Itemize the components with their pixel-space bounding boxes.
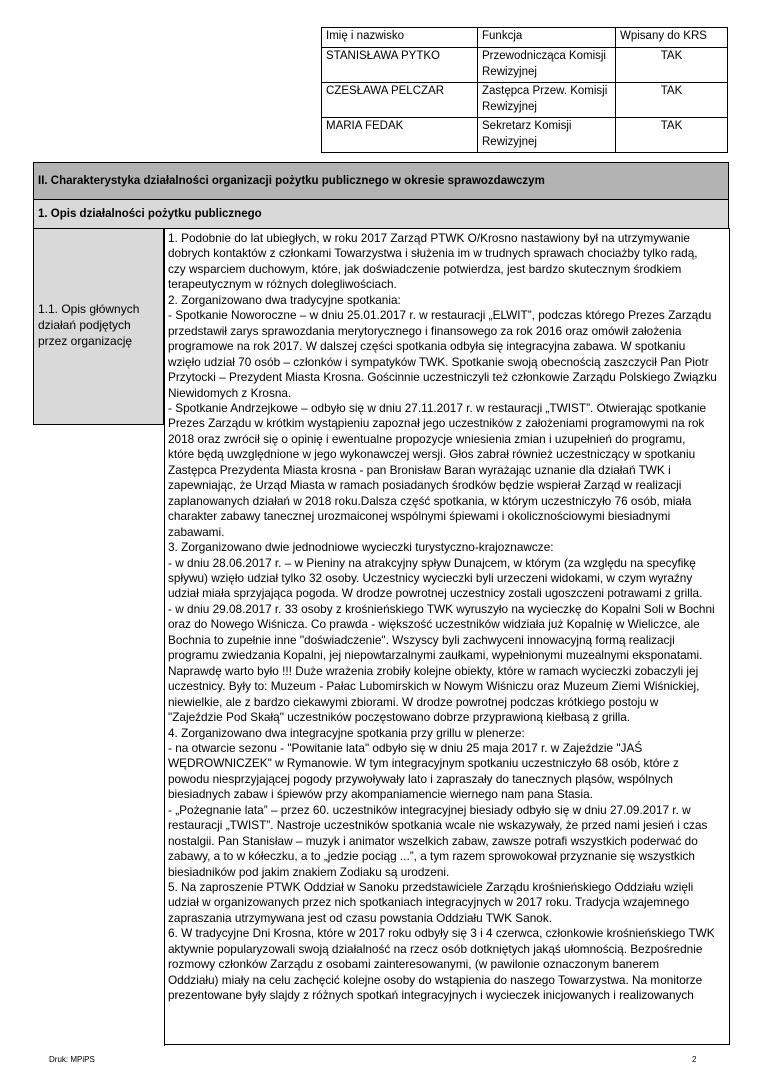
body-text-line: przedstawił zarys sprawozdania merytorycznego i finansowego za rok 2016 oraz omówił założenia (168, 323, 682, 338)
krs-status: TAK (616, 48, 728, 83)
row-label-line: przez organizację (38, 334, 133, 348)
activity-description (168, 231, 730, 1004)
body-text-line: zabawami. (168, 524, 225, 539)
body-text-line: rozmowy członków Zarządu z osobami zainteresowanymi, (w pawilonie oznaczonym banerem (168, 957, 660, 972)
body-text-line: dobrych kontaktów z członkami Towarzystwa i służenia im w trudnych sprawach chociażby tylko radą, (168, 246, 698, 261)
body-text-line: czy wsparciem duchowym, które, jak doświadczenie potwierdza, jest bardzo skutecznym środkiem (168, 261, 682, 276)
body-text-line: - w dniu 28.06.2017 r. – w Pieniny na atrakcyjny spływ Dunajcem, w którym (za względu na specyfikę (168, 555, 696, 570)
body-text-line: udział miała sprzyjająca pogoda. W drodze powrotnej uczestnicy zostali ugoszczeni potrawami z grilla. (168, 586, 703, 601)
body-text-line: terapeutycznym w różnych dolegliwościach. (168, 277, 397, 292)
body-text-line: programowe na rok 2017. W dalszej części spotkania odbyła się integracyjna zabawa. W spotkaniu (168, 339, 686, 354)
body-text-line: - w dniu 29.08.2017 r. 33 osoby z krośnieńskiego TWK wyruszyło na wycieczkę do Kopalni Soli w Bochni (168, 601, 715, 616)
body-text-line: zaplanowanych działań w 2018 roku.Dalsza część spotkania, w którym uczestniczyło 76 osób, miała (168, 493, 692, 508)
body-text-line: udział w organizowanych przez nich spotkaniach integracyjnych w 2017 roku. Tradycja wzajemnego (168, 895, 690, 910)
row-label-cell (33, 228, 164, 425)
body-text-line: niewielkie, ale z bardzo ciekawymi zbiorami. W drodze powrotnej podczas krótkiego postoju w (168, 694, 659, 709)
subsection-heading: 1. Opis działalności pożytku publicznego (33, 199, 729, 229)
body-text-line: programu zwiedzania Kopalni, jej niepowtarzalnymi zaułkami, wypełnionymi muzealnymi eksponatami. (168, 648, 703, 663)
body-text-line: 2. Zorganizowano dwa tradycyjne spotkania: (168, 292, 401, 307)
body-text-line: zapewniając, że Urząd Miasta w ramach posiadanych środków będzie wspierał Zarząd w realizacji (168, 478, 682, 493)
column-header: Funkcja (478, 28, 616, 48)
body-text-line: 2018 oraz zwrócił się o opinię i ewentualne propozycje wniesienia zmian i uzupełnień do programu, (168, 431, 686, 446)
body-text-line: Niewidomych z Krosna. (168, 385, 292, 400)
body-text-line: "Zajeździe Pod Skałą" uczestników poczęstowano dobrze przyprawioną kiełbasą z grilla. (168, 710, 631, 725)
body-text-line: Zastępca Prezydenta Miasta krosna - pan Bronisław Baran wyrażając uznanie dla działań TWK i (168, 462, 671, 477)
member-name: MARIA FEDAK (322, 118, 478, 153)
body-text-line: restauracji „TWIST”. Nastroje uczestników spotkania wcale nie wskazywały, że przed nami jesień i czas (168, 818, 708, 833)
body-text-line: 3. Zorganizowano dwie jednodniowe wycieczki turystyczno-krajoznawcze: (168, 540, 554, 555)
body-text-line: WĘDROWNICZEK" w Rymanowie. W tym integracyjnym spotkaniu uczestniczyło 68 osób, które z (168, 756, 679, 771)
table-row (322, 83, 728, 118)
body-text-line: Przytocki – Prezydent Miasta Krosna. Gościnnie uczestniczyli też członkowie Zarządu Polskiego Związku (168, 370, 717, 385)
column-header: Wpisany do KRS (616, 28, 728, 48)
body-text-line: - Spotkanie Andrzejkowe – odbyło się w dniu 27.11.2017 r. w restauracji „TWIST”. Otwierając spotkanie (168, 400, 707, 415)
body-text-line: - na otwarcie sezonu - "Powitanie lata" odbyło się w dniu 25 maja 2017 r. w Zajeździe "JAŚ (168, 740, 643, 755)
body-text-line: prezentowane były slajdy z różnych spotkań integracyjnych i wycieczek inicjowanych i realizowanych (168, 988, 694, 1003)
member-name: STANISŁAWA PYTKO (322, 48, 478, 83)
body-text-line: aktywnie popularyzowali swoją działalność na rzecz osób dotkniętych jakąś ułomnością. Bezpośrednie (168, 941, 703, 956)
table-row (322, 118, 728, 153)
body-text-line: spływu) wzięło udział tylko 32 osoby. Uczestnicy wycieczki byli urzeczeni widokami, w czym wyraźny (168, 570, 693, 585)
member-name: CZESŁAWA PELCZAR (322, 83, 478, 118)
page-number: 2 (692, 1055, 697, 1064)
body-text-line: 1. Podobnie do lat ubiegłych, w roku 2017 Zarząd PTWK O/Krosno nastawiony był na utrzymywanie (168, 231, 690, 245)
column-header: Imię i nazwisko (322, 28, 478, 48)
krs-status: TAK (616, 83, 728, 118)
body-text-line: Prezes Zarządu w krótkim wystąpieniu zapoznał jego uczestników z założeniami programowymi na rok (168, 416, 705, 431)
body-text-line: biesiadnych zabaw i śpiewów przy akompaniamencie wiernego nam pana Stasia. (168, 787, 593, 802)
krs-status: TAK (616, 118, 728, 153)
row-label-line: 1.1. Opis głównych (38, 302, 140, 316)
body-text-line: 5. Na zaproszenie PTWK Oddział w Sanoku przedstawiciele Zarządu krośnieńskiego Oddziału wzięli (168, 880, 694, 895)
body-text-line: 4. Zorganizowano dwa integracyjne spotkania przy grillu w plenerze: (168, 725, 525, 740)
body-text-line: - Spotkanie Noworoczne – w dniu 25.01.2017 r. w restauracji „ELWIT”, podczas którego Prezes Zarządu (168, 308, 712, 323)
member-function: Sekretarz Komisji Rewizyjnej (478, 118, 616, 153)
body-text-line: zapraszania utrzymywana jest od czasu powstania Oddziału TWK Sanok. (168, 910, 553, 925)
member-function: Zastępca Przew. Komisji Rewizyjnej (478, 83, 616, 118)
table-border-bottom (164, 1044, 730, 1045)
member-function: Przewodnicząca Komisji Rewizyjnej (478, 48, 616, 83)
body-text-line: zabawy, a to w kółeczku, a to „jedzie pociąg ...”, a tym razem sprowokował przyznanie się wszystkich (168, 849, 695, 864)
body-text-line: uczestnicy. Były to: Muzeum - Pałac Lubomirskich w Nowym Wiśniczu oraz Muzeum Ziemi Wiśnickiej, (168, 679, 700, 694)
row-label-line: działań podjętych (38, 318, 131, 332)
table-header-row (322, 28, 728, 48)
footer-print-label: Druk: MPiPS (49, 1055, 95, 1064)
body-text-line: 6. W tradycyjne Dni Krosna, które w 2017 roku odbyły się 3 i 4 czerwca, członkowie krośnieńskiego TWK (168, 926, 715, 941)
body-text-line: biesiadników pod jakim znakiem Zodiaku są urodzeni. (168, 864, 450, 879)
body-text-line: Bochnia to zupełnie inne "doświadczenie". Wszyscy byli zachwyceni innowacyjną formą realizacji (168, 632, 675, 647)
body-text-line: które będą uwzględnione w jego wykonawczej wersji. Głos zabrał również uczestniczący w spotkaniu (168, 447, 696, 462)
krs-members-table (321, 27, 728, 153)
body-text-line: oraz do Nowego Wiśnicza. Co prawda - większość uczestników widziała już Kopalnię w Wieliczce, ale (168, 617, 700, 632)
table-row (322, 48, 728, 83)
body-text-line: wzięło udział 70 osób – członków i sympatyków TWK. Spotkanie swoją obecnością zaszczycił Pan Piotr (168, 354, 709, 369)
body-text-line: charakter zabawy tanecznej urozmaiconej wspólnymi śpiewami i okolicznościowymi biesiadnymi (168, 509, 671, 524)
body-text-line: powodu niesprzyjającej pogody przywoływały lato i zapraszały do tanecznych pląsów, wspólnych (168, 771, 673, 786)
body-text-line: Naprawdę warto było !!! Duże wrażenia zrobiły kolejne obiekty, które w ramach wycieczki zobaczyli jej (168, 663, 699, 678)
body-text-line: nostalgii. Pan Stanisław – muzyk i animator wszelkich zabaw, zawsze potrafi wszystkich poderwać do (168, 833, 698, 848)
body-text-line: Oddziału) miały na celu zachęcić kolejne osoby do wstąpienia do naszego Towarzystwa. Na monitorze (168, 972, 703, 987)
table-border-left (164, 228, 165, 1046)
section-heading: II. Charakterystyka działalności organizacji pożytku publicznego w okresie sprawozdawczym (33, 162, 729, 200)
body-text-line: - „Pożegnanie lata” – przez 60. uczestników integracyjnej biesiady odbyło się w dniu 27.09.2017 r. w (168, 802, 691, 817)
